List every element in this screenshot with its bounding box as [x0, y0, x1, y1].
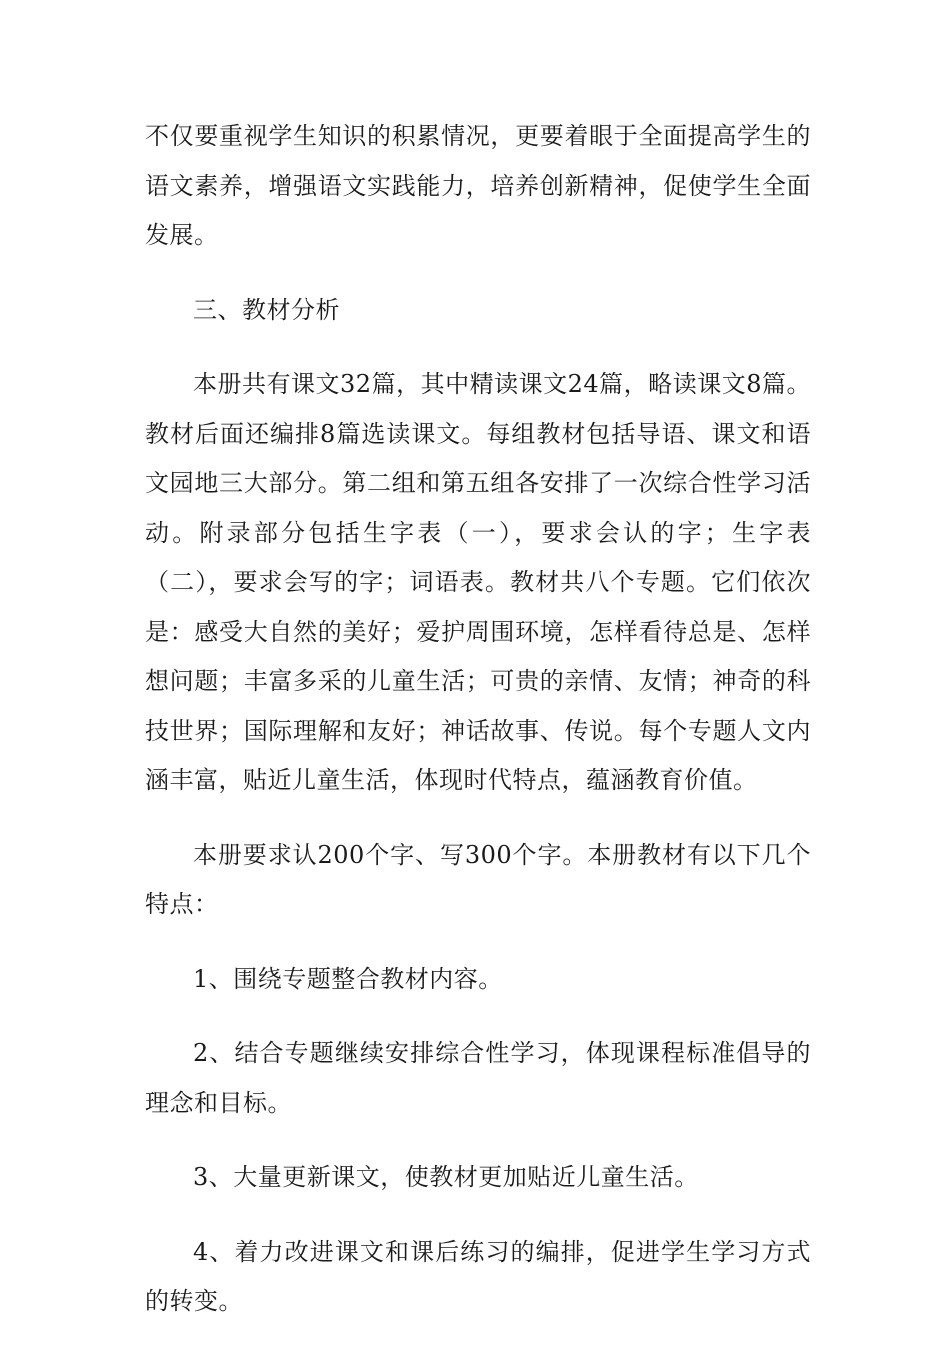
list-item-1: 1、围绕专题整合教材内容。	[193, 964, 503, 993]
list-item-2: 2、结合专题继续安排综合性学习，体现课程标准倡导的理念和目标。	[145, 1039, 811, 1117]
document-body	[145, 112, 811, 1352]
list-item-3: 3、大量更新课文，使教材更加贴近儿童生活。	[193, 1163, 699, 1191]
paragraph-requirements: 本册要求认200个字、写300个字。本册教材有以下几个特点：	[145, 840, 811, 918]
paragraph-continued: 不仅要重视学生知识的积累情况，更要着眼于全面提高学生的语文素养，增强语文实践能力，培养创新精神，促使学生全面发展。	[145, 122, 811, 249]
paragraph-textbook-overview: 本册共有课文32篇，其中精读课文24篇，略读课文8篇。教材后面还编排8篇选读课文。每组教材包括导语、课文和语文园地三大部分。第二组和第五组各安排了一次综合性学习活动。附录部分包括生字表（一），要求会认的字；生字表（二），要求会写的字；词语表。教材共八个专题。它们依次是：感受大自然的美好；爱护周围环境，怎样看待总是、怎样想问题；丰富多采的儿童生活；可贵的亲情、友情；神奇的科技世界；国际理解和友好；神话故事、传说。每个专题人文内涵丰富，贴近儿童生活，体现时代特点，蕴涵教育价值。	[145, 370, 811, 794]
section-heading-textbook-analysis: 三、教材分析	[193, 295, 340, 324]
list-item-4: 4、着力改进课文和课后练习的编排，促进学生学习方式的转变。	[145, 1237, 811, 1315]
